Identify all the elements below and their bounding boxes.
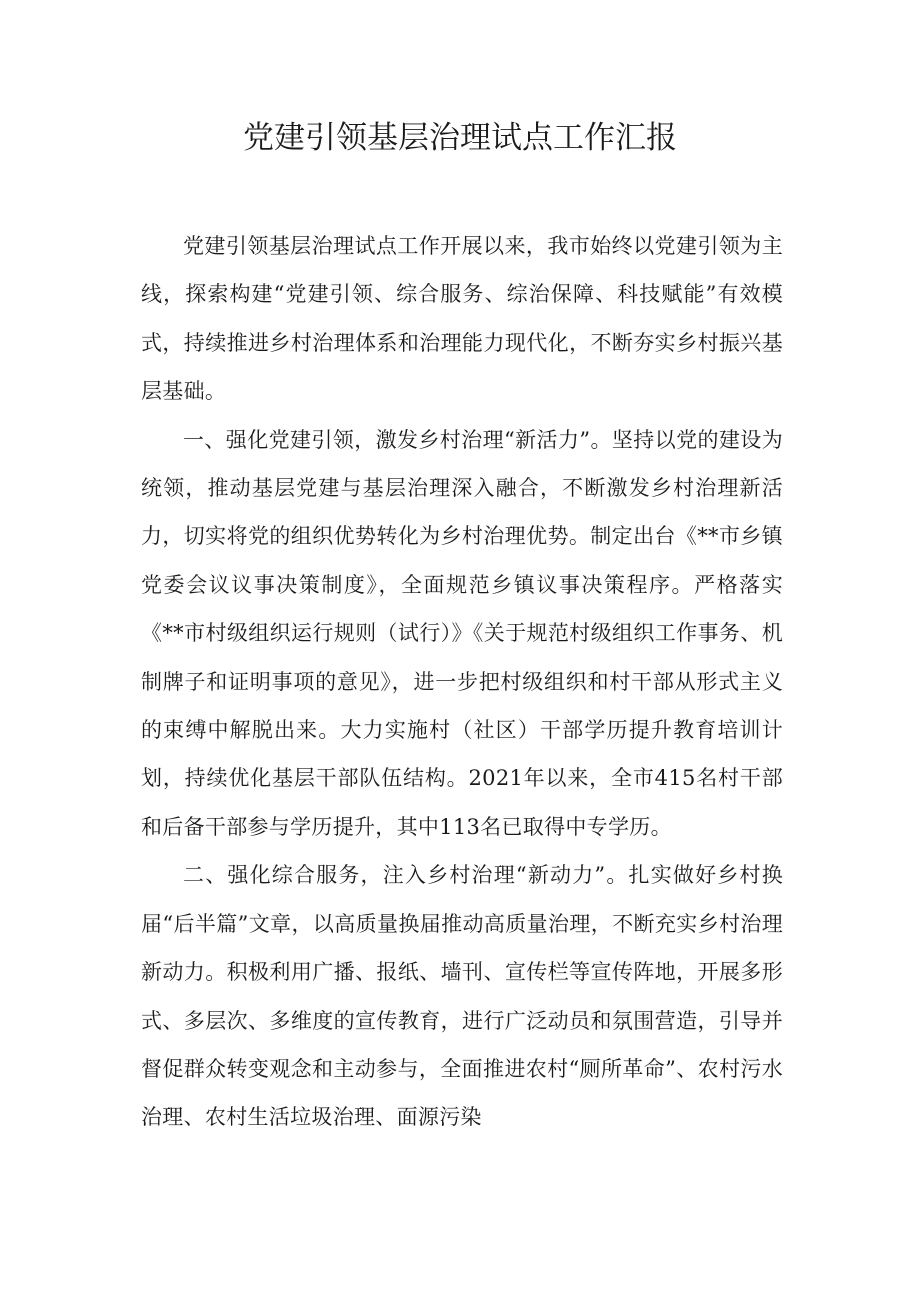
paragraph-section-2: 二、强化综合服务，注入乡村治理“新动力”。扎实做好乡村换届“后半篇”文章，以高质量换届推动高质量治理，不断充实乡村治理新动力。积极利用广播、报纸、墙刊、宣传栏等宣传阵地，开展多形式、多层次、多维度的宣传教育，进行广泛动员和氛围营造，引导并督促群众转变观念和主动参与，全面推进农村“厕所革命”、农村污水治理、农村生活垃圾治理、面源污染 <box>141 863 783 1130</box>
document-body <box>141 222 783 1142</box>
paragraph-intro: 党建引领基层治理试点工作开展以来，我市始终以党建引领为主线，探索构建“党建引领、综合服务、综治保障、科技赋能”有效模式，持续推进乡村治理体系和治理能力现代化，不断夯实乡村振兴基层基础。 <box>141 234 783 404</box>
document-title: 党建引领基层治理试点工作汇报 <box>243 120 677 156</box>
paragraph-section-1: 一、强化党建引领，激发乡村治理“新活力”。坚持以党的建设为统领，推动基层党建与基层治理深入融合，不断激发乡村治理新活力，切实将党的组织优势转化为乡村治理优势。制定出台《**市乡镇党委会议议事决策制度》，全面规范乡镇议事决策程序。严格落实《**市村级组织运行规则（试行）》《关于规范村级组织工作事务、机制牌子和证明事项的意见》，进一步把村级组织和村干部从形式主义的束缚中解脱出来。大力实施村（社区）干部学历提升教育培训计划，持续优化基层干部队伍结构。2021年以来，全市415名村干部和后备干部参与学历提升，其中113名已取得中专学历。 <box>141 427 783 839</box>
